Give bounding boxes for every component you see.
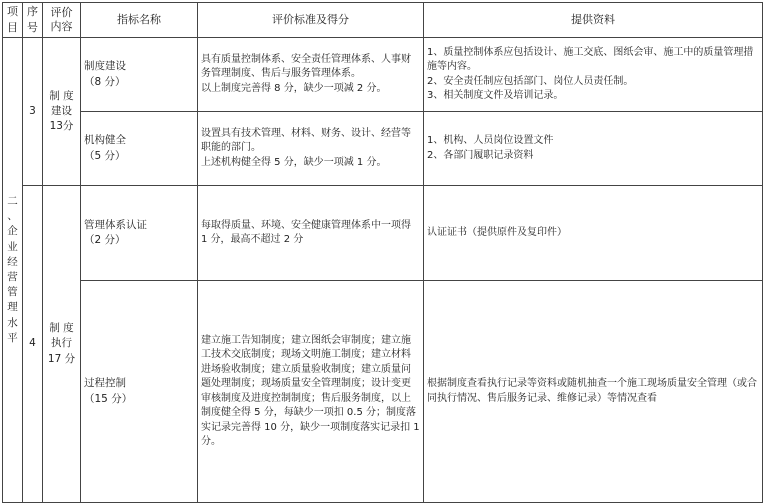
header-content: 评价 内容 xyxy=(43,3,81,38)
section-label: 二 、 企 业 经 营 管 理 水 平 xyxy=(3,38,23,503)
indicator-name: 过程控制 （15 分） xyxy=(81,281,198,503)
table-row xyxy=(3,112,763,186)
table-row xyxy=(3,38,763,112)
header-resources: 提供资料 xyxy=(424,3,763,38)
group-no: 3 xyxy=(23,38,43,186)
group-no: 4 xyxy=(23,186,43,503)
resources-text: 根据制度查看执行记录等资料或随机抽查一个施工现场质量安全管理（或合同执行情况、售后服务记录、维修记录）等情况查看 xyxy=(424,281,763,503)
header-row xyxy=(3,3,763,38)
resources-text: 认证证书（提供原件及复印件） xyxy=(424,186,763,281)
header-no: 序 号 xyxy=(23,3,43,38)
indicator-name: 机构健全 （5 分） xyxy=(81,112,198,186)
resources-text: 1、机构、人员岗位设置文件 2、各部门履职记录资料 xyxy=(424,112,763,186)
group-content: 制 度 执行 17 分 xyxy=(43,186,81,503)
criteria-text: 建立施工告知制度；建立图纸会审制度；建立施工技术交底制度；现场文明施工制度；建立材料进场验收制度；建立质量验收制度；建立质量问题处理制度；现场质量安全管理制度；设计变更审核制度及进度控制制度；售后服务制度，以上制度健全得 5 分，每缺少一项扣 0.5 分；制度落实记录完善得 10 分，缺少一项制度落实记录扣 1 分。 xyxy=(198,281,424,503)
indicator-name: 制度建设 （8 分） xyxy=(81,38,198,112)
table-row xyxy=(3,186,763,281)
criteria-text: 设置具有技术管理、材料、财务、设计、经营等职能的部门。 上述机构健全得 5 分，缺少一项减 1 分。 xyxy=(198,112,424,186)
indicator-name: 管理体系认证 （2 分） xyxy=(81,186,198,281)
criteria-text: 每取得质量、环境、安全健康管理体系中一项得 1 分，最高不超过 2 分 xyxy=(198,186,424,281)
header-criteria: 评价标准及得分 xyxy=(198,3,424,38)
header-indicator: 指标名称 xyxy=(81,3,198,38)
criteria-text: 具有质量控制体系、安全责任管理体系、人事财务管理制度、售后与服务管理体系。 以上制度完善得 8 分，缺少一项减 2 分。 xyxy=(198,38,424,112)
resources-text: 1、质量控制体系应包括设计、施工交底、图纸会审、施工中的质量管理措施等内容。 2、安全责任制应包括部门、岗位人员责任制。 3、相关制度文件及培训记录。 xyxy=(424,38,763,112)
header-project: 项 目 xyxy=(3,3,23,38)
group-content: 制 度 建设 13分 xyxy=(43,38,81,186)
table-row xyxy=(3,281,763,503)
evaluation-table xyxy=(2,2,763,503)
